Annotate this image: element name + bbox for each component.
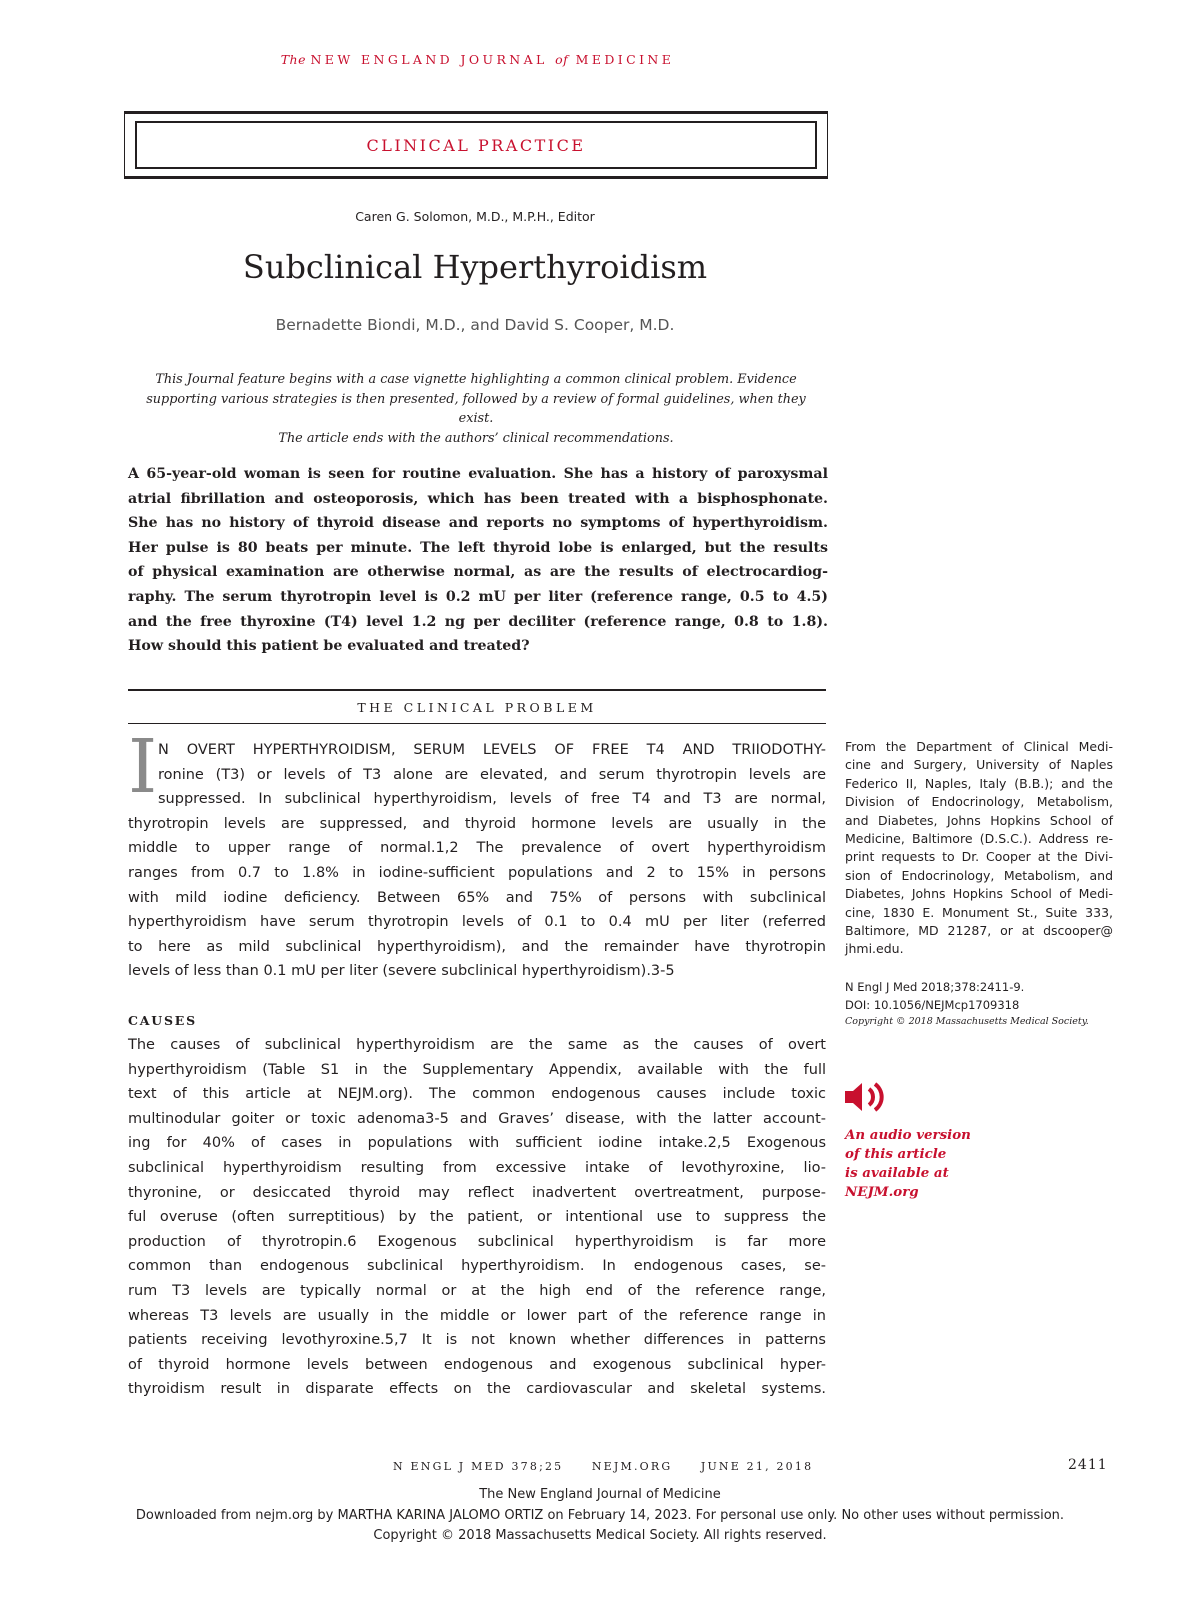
affiliation-line: Federico II, Naples, Italy (B.B.); and the [845, 775, 1113, 791]
body-line: hyperthyroidism (Table S1 in the Supplementary Appendix, available with the full [128, 1061, 826, 1078]
article-citation [845, 978, 1113, 1014]
download-copyright: Copyright © 2018 Massachusetts Medical Society. All rights reserved. [373, 1528, 827, 1543]
body-line: thyrotropin levels are suppressed, and thyroid hormone levels are usually in the [128, 815, 826, 832]
section-rule-top [128, 689, 826, 691]
body-line: patients receiving levothyroxine.5,7 It is not known whether differences in patterns [128, 1332, 826, 1349]
body-line: to here as mild subclinical hyperthyroidism), and the remainder have thyrotropin [128, 938, 826, 955]
body-line: text of this article at NEJM.org). The common endogenous causes include toxic [128, 1086, 826, 1103]
vignette-line: How should this patient be evaluated and treated? [128, 638, 530, 655]
affiliation-line: Medicine, Baltimore (D.S.C.). Address re- [845, 831, 1113, 847]
body-line: thyronine, or desiccated thyroid may reflect inadvertent overtreatment, purpose- [128, 1184, 826, 1201]
vignette-line: atrial fibrillation and osteoporosis, which has been treated with a bisphosphonate. [128, 490, 828, 507]
affiliation-line: Baltimore, MD 21287, or at dscooper@ [845, 923, 1113, 939]
case-vignette [128, 462, 828, 659]
editor-credit: Caren G. Solomon, M.D., M.P.H., Editor [355, 209, 595, 224]
affiliation-line: sion of Endocrinology, Metabolism, and [845, 867, 1113, 883]
affiliation-line: print requests to Dr. Cooper at the Divi- [845, 849, 1113, 865]
body-line: middle to upper range of normal.1,2 The prevalence of overt hyperthyroidism [128, 840, 826, 857]
copyright-note: Copyright © 2018 Massachusetts Medical Society. [845, 1016, 1089, 1027]
body-line: of thyroid hormone levels between endogenous and exogenous subclinical hyper- [128, 1356, 826, 1373]
affiliation-line: jhmi.edu. [845, 941, 904, 957]
body-line: rum T3 levels are typically normal or at the high end of the reference range, [128, 1282, 826, 1299]
causes-paragraph [128, 1033, 826, 1402]
vignette-line: Her pulse is 80 beats per minute. The left thyroid lobe is enlarged, but the results [128, 539, 828, 556]
affiliation-line: cine and Surgery, University of Naples [845, 757, 1113, 773]
page-number: 2411 [1068, 1457, 1108, 1473]
affiliation-line: and Diabetes, Johns Hopkins School of [845, 812, 1113, 828]
intro-line: The article ends with the authors’ clinical recommendations. [278, 430, 674, 446]
section-label-box [124, 111, 828, 179]
body-line: The causes of subclinical hyperthyroidism are the same as the causes of overt [128, 1037, 826, 1053]
affiliation-line: From the Department of Clinical Medi- [845, 739, 1113, 754]
feature-introduction [132, 370, 820, 448]
body-line: ing for 40% of cases in populations with sufficient iodine intake.2,5 Exogenous [128, 1135, 826, 1152]
body-line: thyroidism result in disparate effects on the cardiovascular and skeletal systems. [128, 1381, 826, 1398]
journal-masthead: The NEW ENGLAND JOURNAL of MEDICINE [280, 52, 675, 67]
article-title: Subclinical Hyperthyroidism [242, 248, 708, 286]
body-line: ranges from 0.7 to 1.8% in iodine-sufficient populations and 2 to 15% in persons [128, 864, 826, 881]
section-heading: THE CLINICAL PROBLEM [357, 700, 597, 715]
section-label-inner-frame [135, 121, 817, 169]
affiliation-line: Diabetes, Johns Hopkins School of Medi- [845, 886, 1113, 902]
affiliation-line: cine, 1830 E. Monument St., Suite 333, [845, 904, 1113, 920]
audio-note-link[interactable]: NEJM.org [845, 1184, 919, 1200]
vignette-line: A 65-year-old woman is seen for routine evaluation. She has a history of paroxysmal [128, 466, 828, 482]
page-footer [0, 1457, 1200, 1477]
body-line: common than endogenous subclinical hyperthyroidism. In endogenous cases, se- [128, 1258, 826, 1275]
body-line: multinodular goiter or toxic adenoma3-5 and Graves’ disease, with the latter account- [128, 1110, 826, 1127]
audio-note-line: of this article [845, 1146, 947, 1162]
footer-citation: N ENGL J MED 378;25 NEJM.ORG JUNE 21, 2018 [393, 1460, 814, 1473]
download-notice-title: The New England Journal of Medicine [479, 1487, 721, 1502]
body-line: ful overuse (often surreptitious) by the patient, or intentional use to suppress the [128, 1209, 826, 1226]
intro-line: This Journal feature begins with a case vignette highlighting a common clinical problem. Evidence [155, 372, 797, 387]
body-line: ronine (T3) or levels of T3 alone are elevated, and serum thyrotropin levels are [158, 766, 826, 783]
vignette-line: She has no history of thyroid disease and reports no symptoms of hyperthyroidism. [128, 515, 828, 532]
article-authors: Bernadette Biondi, M.D., and David S. Cooper, M.D. [275, 316, 675, 334]
audio-note-line: An audio version [845, 1127, 971, 1143]
audio-note-line: is available at [845, 1165, 949, 1181]
vignette-line: and the free thyroxine (T4) level 1.2 ng per deciliter (reference range, 0.8 to 1.8). [128, 613, 828, 630]
causes-heading: CAUSES [128, 1013, 197, 1028]
vignette-line: raphy. The serum thyrotropin level is 0.2 mU per liter (reference range, 0.5 to 4.5) [128, 588, 828, 605]
body-line: subclinical hyperthyroidism resulting from excessive intake of levothyroxine, lio- [128, 1159, 826, 1176]
section-label: CLINICAL PRACTICE [366, 135, 586, 155]
affiliation-line: Division of Endocrinology, Metabolism, [845, 794, 1113, 810]
audio-version-note[interactable] [845, 1126, 1015, 1202]
download-notice: Downloaded from nejm.org by MARTHA KARINA JALOMO ORTIZ on February 14, 2023. For personal use only. No other uses without permission. [135, 1508, 1065, 1523]
body-line: levels of less than 0.1 mU per liter (severe subclinical hyperthyroidism).3-5 [128, 963, 675, 980]
audio-speaker-icon[interactable] [843, 1080, 887, 1118]
doi-link[interactable]: DOI: 10.1056/NEJMcp1709318 [845, 998, 1020, 1012]
clinical-problem-paragraph [128, 738, 826, 984]
vignette-line: of physical examination are otherwise normal, as are the results of electrocardiog- [128, 564, 828, 581]
drop-cap: I [128, 724, 158, 810]
body-line: whereas T3 levels are usually in the middle or lower part of the reference range in [128, 1307, 826, 1324]
intro-line: supporting various strategies is then presented, followed by a review of formal guidelines, when they exist. [146, 391, 806, 426]
author-affiliation [845, 738, 1113, 959]
journal-reference: N Engl J Med 2018;378:2411-9. [845, 980, 1025, 994]
body-line: suppressed. In subclinical hyperthyroidism, levels of free T4 and T3 are normal, [158, 791, 826, 808]
body-line: with mild iodine deficiency. Between 65% and 75% of persons with subclinical [128, 889, 826, 906]
body-line: N OVERT HYPERTHYROIDISM, SERUM LEVELS OF FREE T4 AND TRIIODOTHY- [158, 742, 826, 758]
body-line: production of thyrotropin.6 Exogenous subclinical hyperthyroidism is far more [128, 1233, 826, 1250]
section-rule-bottom [128, 723, 826, 724]
body-line: hyperthyroidism have serum thyrotropin levels of 0.1 to 0.4 mU per liter (referred [128, 914, 826, 931]
